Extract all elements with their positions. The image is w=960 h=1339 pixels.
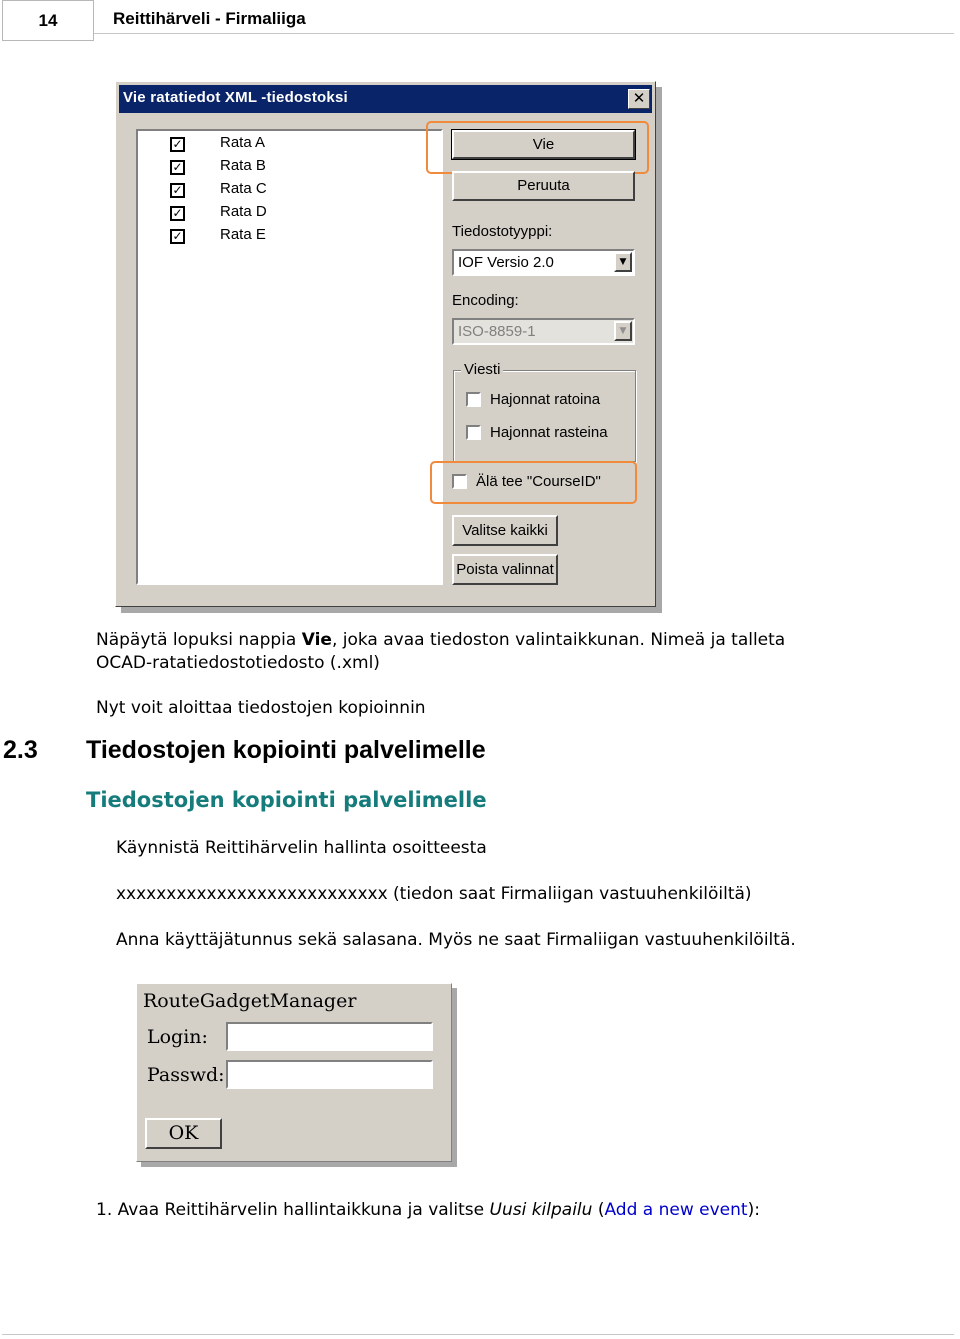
course-checkbox-a[interactable]: ✓ — [170, 137, 185, 152]
encoding-select[interactable] — [452, 318, 635, 345]
export-dialog — [115, 81, 656, 607]
file-type-select[interactable] — [452, 249, 635, 276]
course-label-a: Rata A — [220, 134, 266, 151]
login-window — [136, 983, 452, 1162]
export-button[interactable]: Vie — [452, 130, 635, 159]
section-number: 2.3 — [3, 736, 38, 764]
login-label: Login: — [147, 1026, 208, 1048]
course-checkbox-e[interactable]: ✓ — [170, 229, 185, 244]
subsection-title: Tiedostojen kopiointi palvelimelle — [86, 788, 487, 812]
login-title: RouteGadgetManager — [143, 990, 357, 1012]
close-icon[interactable]: ✕ — [628, 89, 650, 109]
relay-option-1-label: Hajonnat ratoina — [490, 391, 601, 408]
page-number: 14 — [2, 0, 94, 41]
paragraph-start-manager: Käynnistä Reittihärvelin hallinta osoitteesta — [116, 838, 487, 858]
dialog-title: Vie ratatiedot XML -tiedostoksi — [123, 89, 348, 106]
cancel-button[interactable]: Peruuta — [452, 171, 635, 201]
step-italic: Uusi kilpailu — [489, 1200, 593, 1220]
paragraph-export-instructions — [96, 629, 785, 675]
relay-option-1-checkbox[interactable] — [466, 392, 481, 407]
add-new-event-link[interactable]: Add a new event — [604, 1200, 748, 1220]
section-title: Tiedostojen kopiointi palvelimelle — [86, 736, 486, 764]
login-input[interactable] — [226, 1022, 433, 1051]
paragraph-text: , joka avaa tiedoston valintaikkunan. Nimeä ja talleta — [331, 630, 786, 650]
clear-selection-button[interactable]: Poista valinnat — [452, 554, 558, 585]
no-courseid-label: Älä tee "CourseID" — [476, 473, 601, 490]
course-list[interactable] — [136, 129, 443, 585]
header-divider — [94, 33, 954, 34]
paragraph-text: Näpäytä lopuksi nappia — [96, 630, 302, 650]
paragraph-text: OCAD-ratatiedostotiedosto (.xml) — [96, 653, 380, 673]
relay-option-2-label: Hajonnat rasteina — [490, 424, 608, 441]
password-label: Passwd: — [147, 1064, 225, 1086]
step-text: ( — [592, 1200, 605, 1220]
chevron-down-icon[interactable]: ▼ — [614, 252, 632, 272]
no-courseid-checkbox[interactable] — [452, 474, 467, 489]
relay-option-2-checkbox[interactable] — [466, 425, 481, 440]
course-label-c: Rata C — [220, 180, 267, 197]
chevron-down-icon[interactable]: ▼ — [614, 321, 632, 341]
course-label-d: Rata D — [220, 203, 267, 220]
step-text: 1. Avaa Reittihärvelin hallintaikkuna ja valitse — [96, 1200, 490, 1220]
password-input[interactable] — [226, 1060, 433, 1089]
bold-vie: Vie — [301, 630, 332, 650]
page-header-title: Reittihärveli - Firmaliiga — [113, 9, 306, 28]
course-checkbox-c[interactable]: ✓ — [170, 183, 185, 198]
course-checkbox-b[interactable]: ✓ — [170, 160, 185, 175]
paragraph-credentials: Anna käyttäjätunnus sekä salasana. Myös ne saat Firmaliigan vastuuhenkilöiltä. — [116, 930, 796, 950]
encoding-label: Encoding: — [452, 292, 519, 309]
file-type-label: Tiedostotyyppi: — [452, 223, 553, 240]
dialog-titlebar — [119, 85, 652, 113]
paragraph-address: xxxxxxxxxxxxxxxxxxxxxxxxxxx (tiedon saat Firmaliigan vastuuhenkilöiltä) — [116, 884, 752, 904]
relay-groupbox — [453, 370, 636, 462]
course-label-b: Rata B — [220, 157, 266, 174]
ok-button[interactable]: OK — [145, 1118, 222, 1149]
step-text: ): — [747, 1200, 760, 1220]
course-label-e: Rata E — [220, 226, 266, 243]
relay-group-label: Viesti — [461, 361, 503, 378]
footer-divider — [2, 1334, 954, 1335]
paragraph-start-copying: Nyt voit aloittaa tiedostojen kopioinnin — [96, 698, 426, 718]
encoding-value: ISO-8859-1 — [458, 323, 536, 340]
step-1 — [96, 1200, 760, 1220]
course-checkbox-d[interactable]: ✓ — [170, 206, 185, 221]
file-type-value: IOF Versio 2.0 — [458, 254, 554, 271]
select-all-button[interactable]: Valitse kaikki — [452, 515, 558, 546]
